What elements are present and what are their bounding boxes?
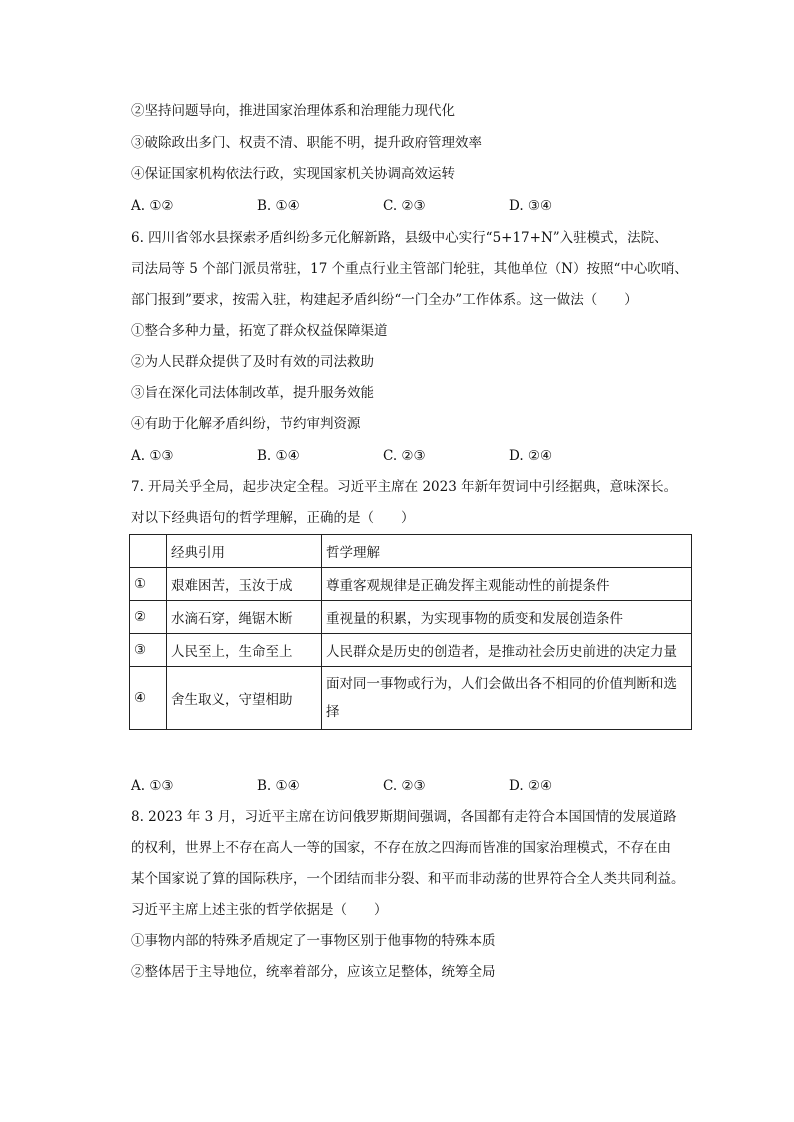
q6-stem-line-3: 部门报到”要求，按需入驻，构建起矛盾纠纷“一门全办”工作体系。这一做法（ ）: [131, 292, 638, 308]
table-cell-quote: 人民至上，生命至上: [167, 634, 322, 667]
q6-options: [131, 446, 691, 466]
table-cell-understanding: 人民群众是历史的创造者，是推动社会历史前进的决定力量: [322, 634, 692, 667]
q6-item-3: ③旨在深化司法体制改革，提升服务效能: [131, 385, 374, 401]
q6-option-d[interactable]: D. ②④: [509, 448, 553, 464]
q5-option-b[interactable]: B. ①④: [257, 198, 300, 214]
table-row: [130, 568, 692, 601]
q8-stem-line-4: 习近平主席上述主张的哲学依据是（ ）: [131, 902, 388, 918]
q7-option-d[interactable]: D. ②④: [509, 778, 553, 794]
q7-stem-line-1: 7. 开局关乎全局，起步决定全程。习近平主席在 2023 年新年贺词中引经据典，意味深长。: [131, 479, 678, 495]
q6-option-c[interactable]: C. ②③: [383, 448, 426, 464]
q5-option-d[interactable]: D. ③④: [509, 198, 553, 214]
q7-option-a[interactable]: A. ①③: [131, 778, 174, 794]
table-cell-index: ④: [130, 667, 167, 730]
table-cell-index: ③: [130, 634, 167, 667]
table-cell-quote: 舍生取义，守望相助: [167, 667, 322, 730]
q7-option-b[interactable]: B. ①④: [257, 778, 300, 794]
table-cell-index: ①: [130, 568, 167, 601]
q7-option-c[interactable]: C. ②③: [383, 778, 426, 794]
q5-item-4: ④保证国家机构依法行政，实现国家机关协调高效运转: [131, 166, 455, 182]
q8-stem-line-2: 的权利，世界上不存在高人一等的国家，不存在放之四海而皆准的国家治理模式，不存在由: [131, 840, 671, 856]
q8-item-1: ①事物内部的特殊矛盾规定了一事物区别于他事物的特殊本质: [131, 933, 496, 949]
q8-stem-line-1: 8. 2023 年 3 月，习近平主席在访问俄罗斯期间强调，各国都有走符合本国国情的发展道路: [131, 809, 677, 825]
q7-quote-table: [129, 534, 692, 730]
q8-item-2: ②整体居于主导地位，统率着部分，应该立足整体，统筹全局: [131, 964, 496, 980]
table-row: [130, 634, 692, 667]
table-cell-quote: 水滴石穿，绳锯木断: [167, 601, 322, 634]
table-row: [130, 601, 692, 634]
table-header-row: [130, 535, 692, 568]
table-cell-quote: 艰难困苦，玉汝于成: [167, 568, 322, 601]
table-cell-index: ②: [130, 601, 167, 634]
table-header-understanding: 哲学理解: [322, 535, 692, 568]
table-header-quote: 经典引用: [167, 535, 322, 568]
table-cell-understanding: 重视量的积累，为实现事物的质变和发展创造条件: [322, 601, 692, 634]
q6-item-1: ①整合多种力量，拓宽了群众权益保障渠道: [131, 323, 388, 339]
q5-item-2: ②坚持问题导向，推进国家治理体系和治理能力现代化: [131, 103, 455, 119]
q6-item-4: ④有助于化解矛盾纠纷，节约审判资源: [131, 416, 361, 432]
table-cell-understanding: 尊重客观规律是正确发挥主观能动性的前提条件: [322, 568, 692, 601]
q5-item-3: ③破除政出多门、权责不清、职能不明，提升政府管理效率: [131, 135, 482, 151]
q7-options: [131, 776, 691, 796]
q6-option-a[interactable]: A. ①③: [131, 448, 174, 464]
q5-option-c[interactable]: C. ②③: [383, 198, 426, 214]
q6-stem-line-1: 6. 四川省邻水县探索矛盾纠纷多元化解新路，县级中心实行“5+17+N”入驻模式，法院、: [131, 230, 668, 246]
q6-stem-line-2: 司法局等 5 个部门派员常驻，17 个重点行业主管部门轮驻，其他单位（N）按照“中心吹哨、: [131, 261, 688, 277]
q7-stem-line-2: 对以下经典语句的哲学理解，正确的是（ ）: [131, 510, 415, 526]
table-header-index: [130, 535, 167, 568]
q6-option-b[interactable]: B. ①④: [257, 448, 300, 464]
q8-stem-line-3: 某个国家说了算的国际秩序，一个团结而非分裂、和平而非动荡的世界符合全人类共同利益。: [131, 871, 685, 887]
q6-item-2: ②为人民群众提供了及时有效的司法救助: [131, 354, 374, 370]
q5-options: [131, 196, 691, 216]
q5-option-a[interactable]: A. ①②: [131, 198, 174, 214]
table-cell-understanding: 面对同一事物或行为，人们会做出各不相同的价值判断和选择: [322, 667, 692, 730]
table-row: [130, 667, 692, 730]
